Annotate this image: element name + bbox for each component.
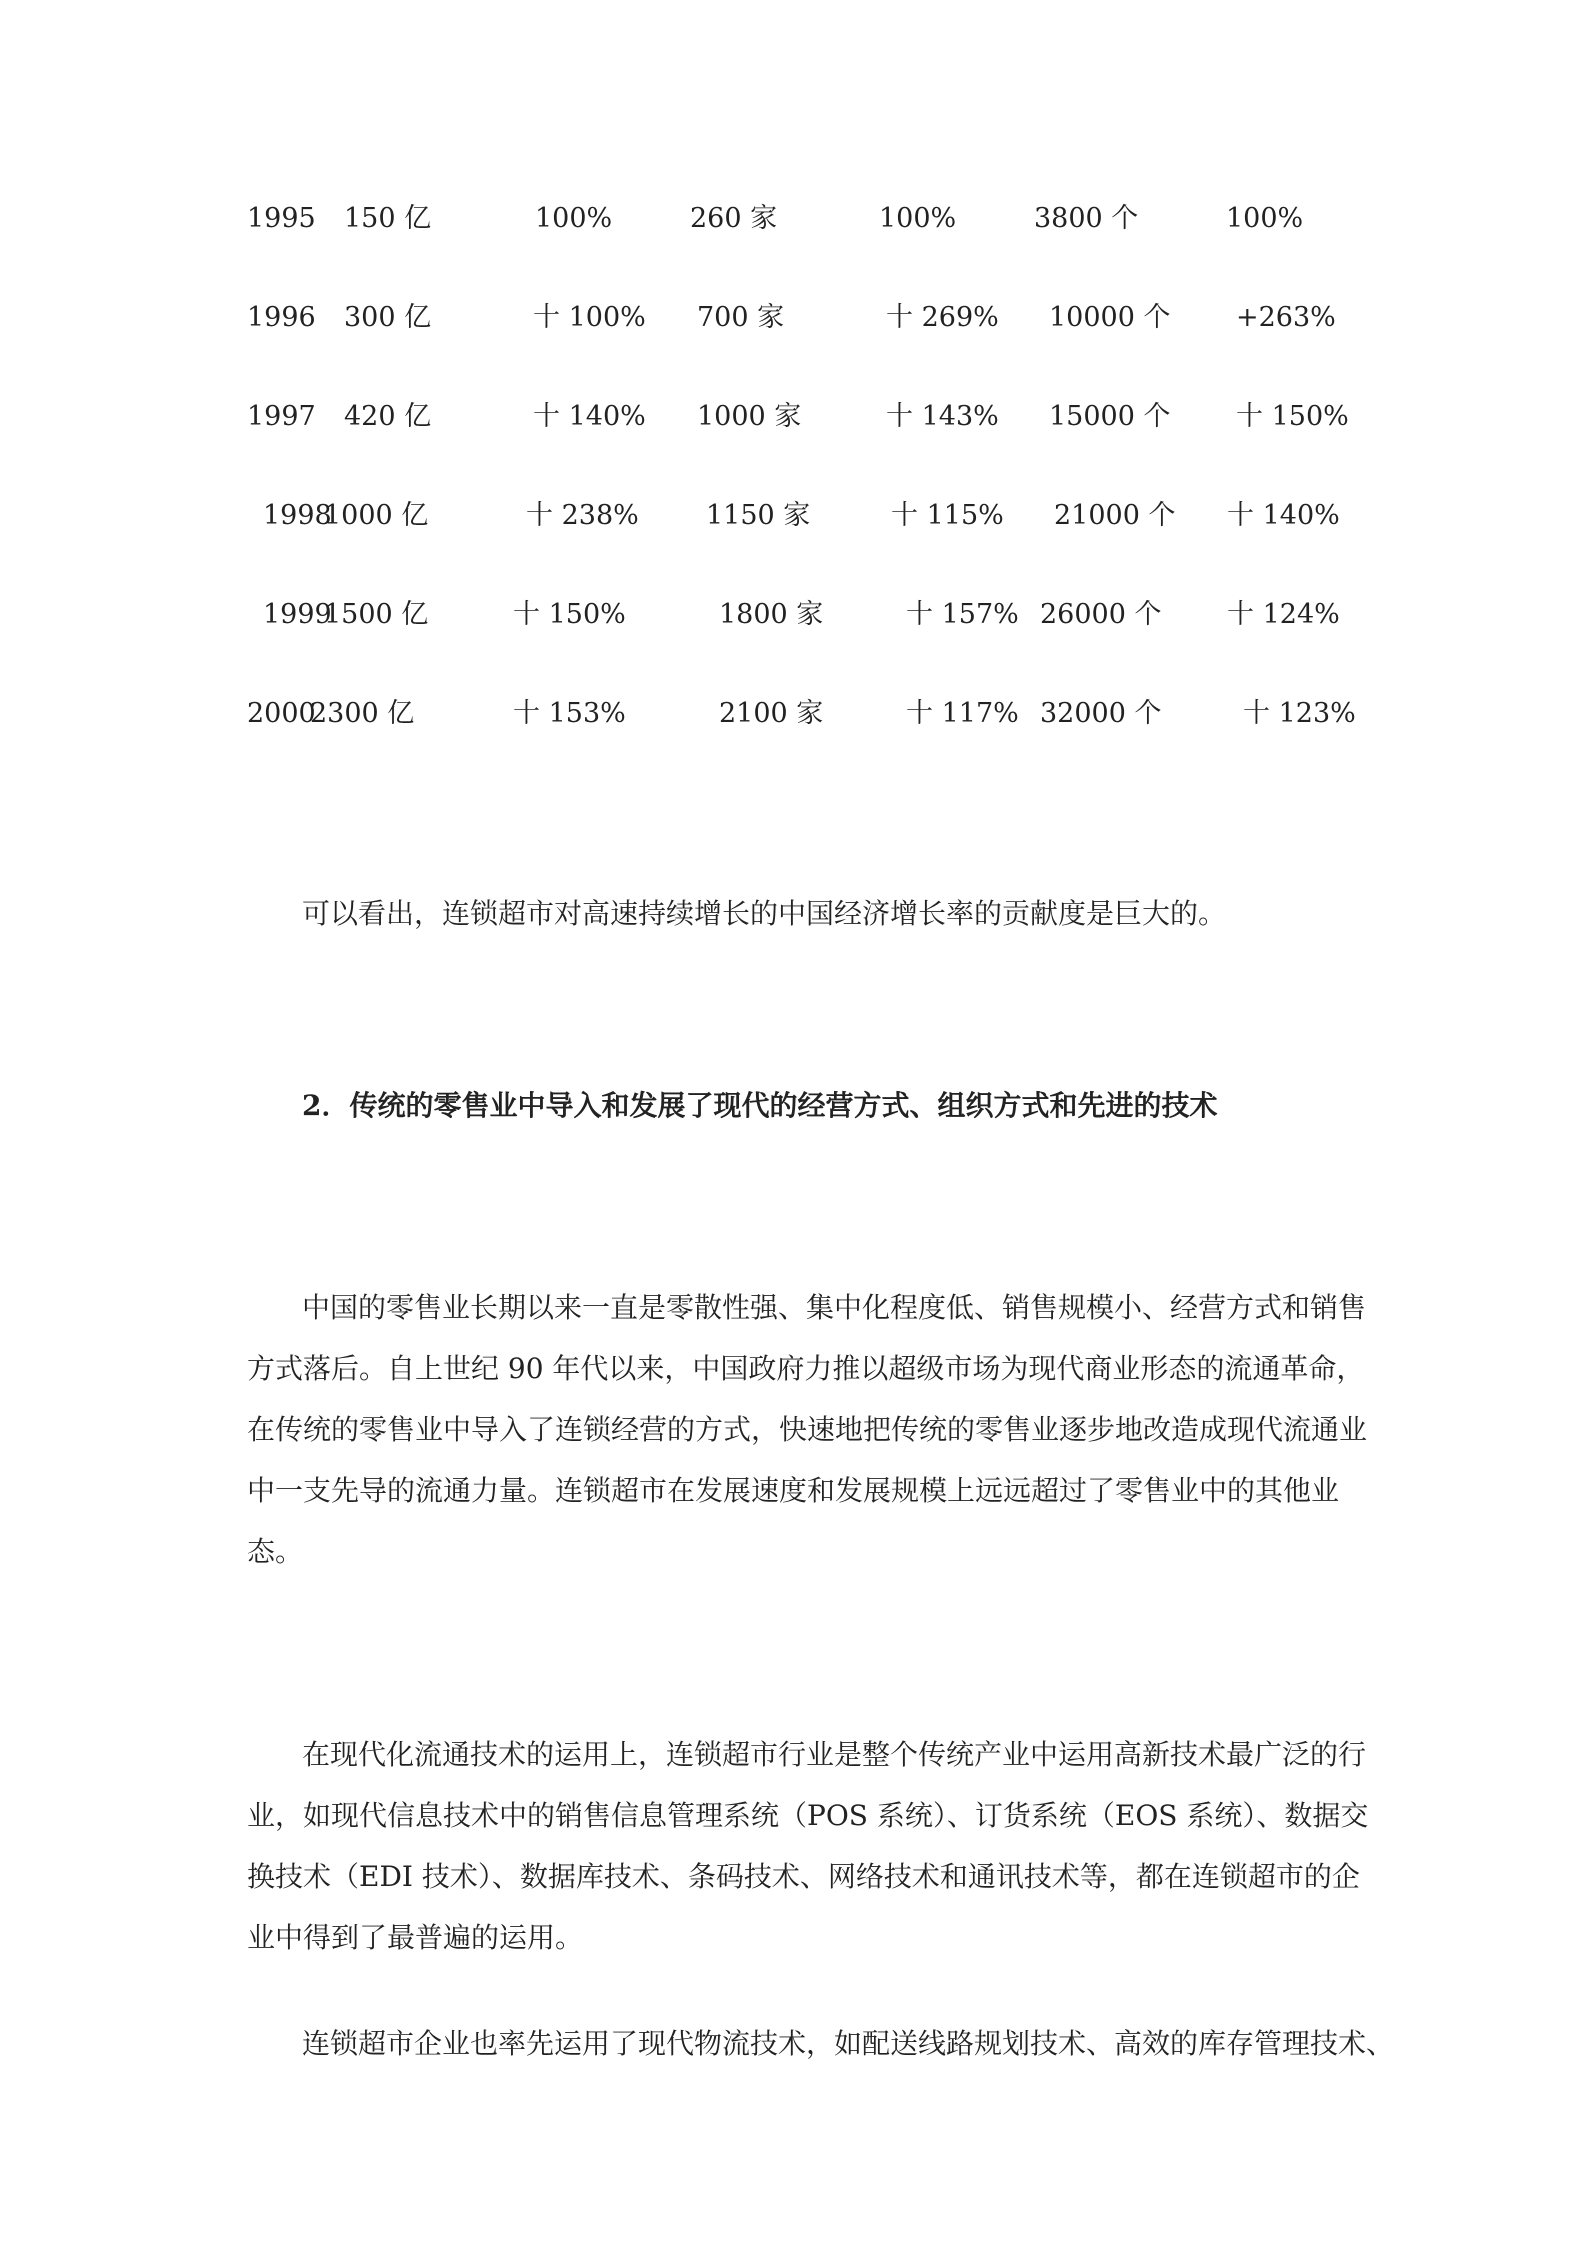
- table-cell-sales: 150 亿: [344, 203, 432, 234]
- table-cell-companies: 700 家: [697, 302, 785, 333]
- conclusion-text: 可以看出，连锁超市对高速持续增长的中国经济增长率的贡献度是巨大的。: [302, 897, 1227, 930]
- table-cell-sales-growth: 十 153%: [513, 698, 626, 729]
- table-cell-year: 1998: [263, 500, 332, 531]
- paragraph-line: 在传统的零售业中导入了连锁经营的方式，快速地把传统的零售业逐步地改造成现代流通业: [247, 1413, 1368, 1446]
- table-cell-stores-growth: 十 124%: [1227, 599, 1340, 630]
- table-cell-companies-growth: 十 269%: [886, 302, 999, 333]
- table-cell-sales: 2300 亿: [310, 698, 415, 729]
- table-cell-year: 1995: [247, 203, 316, 234]
- table-cell-stores: 26000 个: [1040, 599, 1162, 630]
- table-cell-sales-growth: 100%: [535, 203, 613, 234]
- table-cell-stores-growth: 十 140%: [1227, 500, 1340, 531]
- table-cell-companies-growth: 十 157%: [906, 599, 1019, 630]
- table-cell-sales-growth: 十 100%: [533, 302, 646, 333]
- table-cell-sales: 1000 亿: [324, 500, 429, 531]
- table-cell-stores-growth: +263%: [1236, 302, 1336, 333]
- paragraph-line: 连锁超市企业也率先运用了现代物流技术，如配送线路规划技术、高效的库存管理技术、: [302, 2027, 1395, 2060]
- table-cell-year: 1997: [247, 401, 316, 432]
- paragraph-line: 在现代化流通技术的运用上，连锁超市行业是整个传统产业中运用高新技术最广泛的行: [302, 1738, 1367, 1771]
- table-cell-companies: 1150 家: [706, 500, 811, 531]
- table-cell-stores: 10000 个: [1049, 302, 1171, 333]
- paragraph-line: 业中得到了最普遍的运用。: [247, 1921, 584, 1954]
- table-cell-companies-growth: 100%: [879, 203, 957, 234]
- paragraph-line: 中一支先导的流通力量。连锁超市在发展速度和发展规模上远远超过了零售业中的其他业: [247, 1474, 1340, 1507]
- table-cell-year: 2000: [247, 698, 316, 729]
- table-cell-sales-growth: 十 238%: [526, 500, 639, 531]
- paragraph-line: 中国的零售业长期以来一直是零散性强、集中化程度低、销售规模小、经营方式和销售: [302, 1291, 1367, 1324]
- table-cell-companies: 1000 家: [697, 401, 802, 432]
- table-cell-year: 1996: [247, 302, 316, 333]
- paragraph-line: 换技术（EDI 技术）、数据库技术、条码技术、网络技术和通讯技术等，都在连锁超市的企: [247, 1860, 1360, 1893]
- paragraph-line: 业，如现代信息技术中的销售信息管理系统（POS 系统）、订货系统（EOS 系统）、数据交: [247, 1799, 1369, 1832]
- table-cell-sales-growth: 十 140%: [533, 401, 646, 432]
- table-cell-sales: 1500 亿: [324, 599, 429, 630]
- table-cell-companies-growth: 十 115%: [891, 500, 1004, 531]
- table-cell-companies: 1800 家: [719, 599, 824, 630]
- table-cell-stores-growth: 100%: [1226, 203, 1304, 234]
- table-cell-stores: 3800 个: [1034, 203, 1139, 234]
- section-heading: 2．传统的零售业中导入和发展了现代的经营方式、组织方式和先进的技术: [302, 1089, 1218, 1122]
- table-cell-companies-growth: 十 143%: [886, 401, 999, 432]
- paragraph-line: 方式落后。自上世纪 90 年代以来，中国政府力推以超级市场为现代商业形态的流通革命，: [247, 1352, 1365, 1385]
- table-cell-stores: 32000 个: [1040, 698, 1162, 729]
- table-cell-stores-growth: 十 150%: [1236, 401, 1349, 432]
- table-cell-companies: 260 家: [690, 203, 778, 234]
- table-cell-sales-growth: 十 150%: [513, 599, 626, 630]
- table-cell-companies-growth: 十 117%: [906, 698, 1019, 729]
- table-cell-stores: 15000 个: [1049, 401, 1171, 432]
- table-cell-year: 1999: [263, 599, 332, 630]
- paragraph-line: 态。: [247, 1535, 304, 1568]
- table-cell-companies: 2100 家: [719, 698, 824, 729]
- table-cell-sales: 420 亿: [344, 401, 432, 432]
- table-cell-sales: 300 亿: [344, 302, 432, 333]
- table-cell-stores-growth: 十 123%: [1243, 698, 1356, 729]
- table-cell-stores: 21000 个: [1054, 500, 1176, 531]
